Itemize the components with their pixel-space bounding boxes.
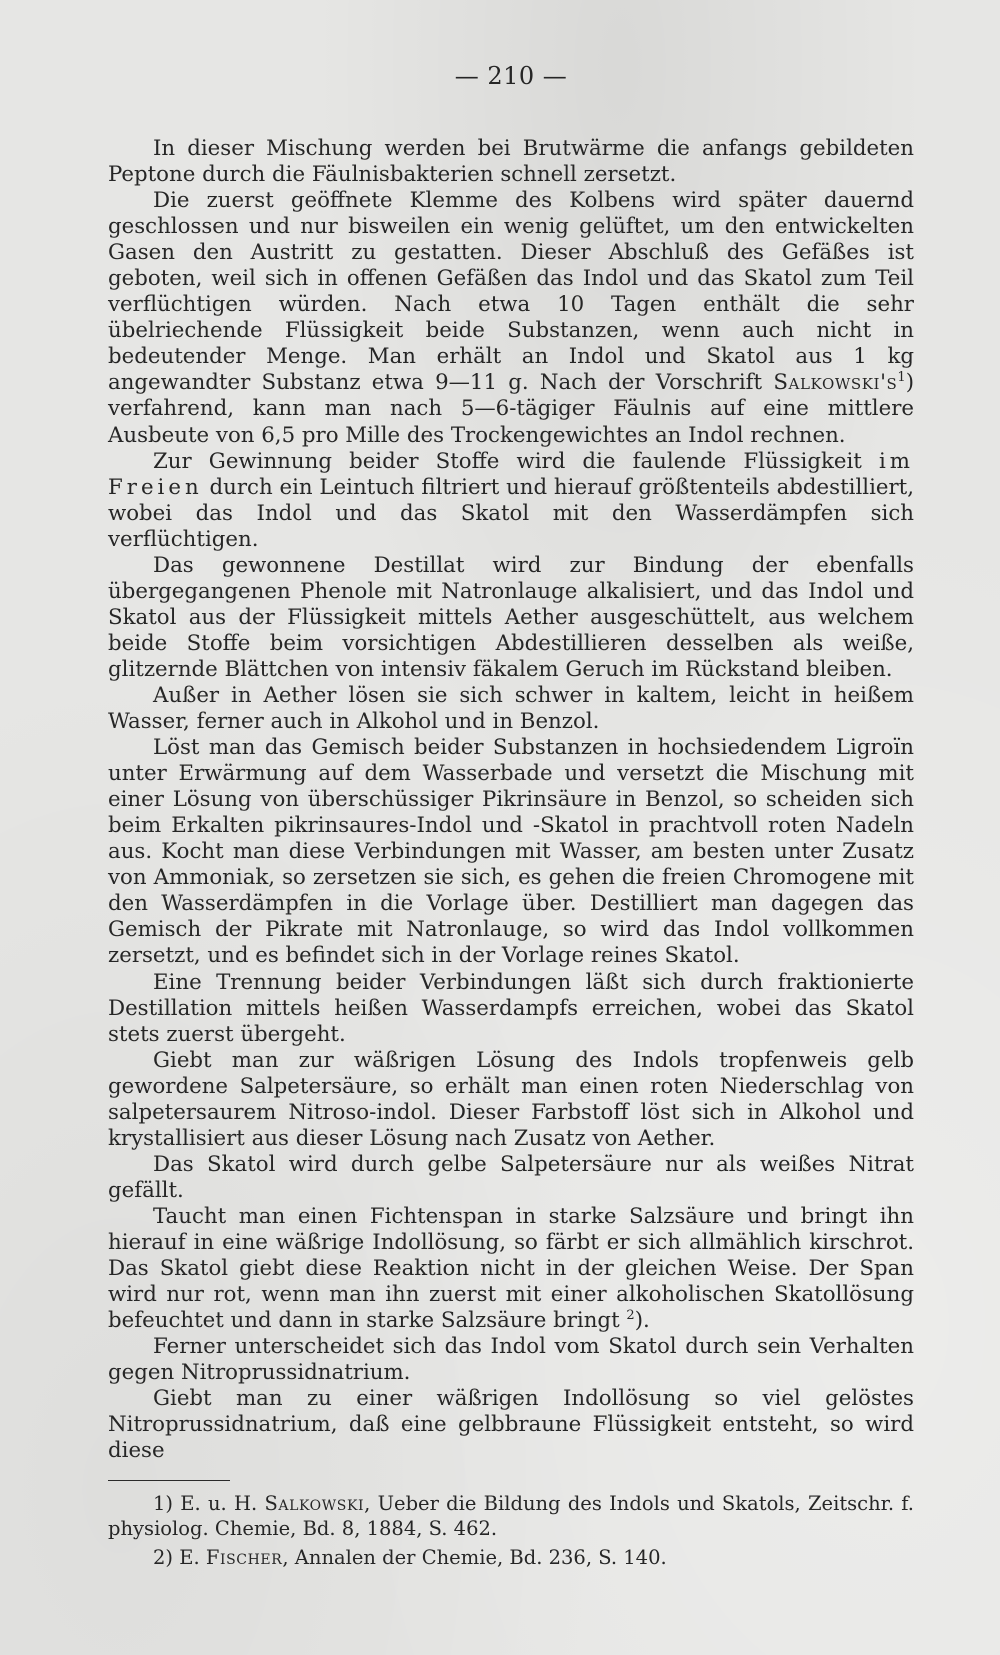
paragraph: Giebt man zu einer wäßrigen Indollösung so viel gelöstes Nitroprussidnatrium, daß eine gelbbraune Flüssigkeit entsteht, so wird diese bbox=[108, 1386, 914, 1464]
paragraph: Die zuerst geöffnete Klemme des Kolbens wird später dauernd geschlossen und nur bisweilen ein wenig gelüftet, um den entwickelten Gasen den Austritt zu gestatten. Dieser Abschluß des Gefäßes ist geboten, weil sich in offenen Gefäßen das Indol und das Skatol zum Teil verflüchtigen würden. Nach etwa 10 Tagen enthält die sehr übelriechende Flüssigkeit beide Substanzen, wenn auch nicht in bedeutender Menge. Man erhält an Indol und Skatol aus 1 kg angewandter Substanz etwa 9—11 g. Nach der Vorschrift $Salkowski's^1$) verfahrend, kann man nach 5—6-tägiger Fäulnis auf eine mittlere Ausbeute von 6,5 pro Mille des Trockengewichtes an Indol rechnen. bbox=[108, 188, 914, 448]
paragraph: Ferner unterscheidet sich das Indol vom Skatol durch sein Verhalten gegen Nitroprussidnatrium. bbox=[108, 1334, 914, 1386]
emphasis-text: Freien bbox=[108, 474, 203, 500]
author-name: Salkowski bbox=[264, 1492, 365, 1516]
emphasis-text: im bbox=[878, 448, 914, 474]
author-name: Fischer bbox=[205, 1546, 283, 1570]
body-text bbox=[108, 136, 914, 1464]
paragraph: Eine Trennung beider Verbindungen läßt sich durch fraktionierte Destillation mittels heißen Wasserdampfs erreichen, wobei das Skatol stets zuerst übergeht. bbox=[108, 969, 914, 1047]
footnotes bbox=[108, 1491, 914, 1570]
paragraph: Das Skatol wird durch gelbe Salpetersäure nur als weißes Nitrat gefällt. bbox=[108, 1151, 914, 1203]
footnote-ref: 1 bbox=[897, 370, 906, 386]
paragraph: Löst man das Gemisch beider Substanzen in hochsiedendem Ligroïn unter Erwärmung auf dem Wasserbade und versetzt die Mischung mit einer Lösung von überschüssiger Pikrinsäure in Benzol, so scheiden sich beim Erkalten pikrinsaures-Indol und -Skatol in prachtvoll roten Nadeln aus. Kocht man diese Verbindungen mit Wasser, am besten unter Zusatz von Ammoniak, so zersetzen sie sich, es gehen die freien Chromogene mit den Wasserdämpfen in die Vorlage über. Destilliert man dagegen das Gemisch der Pikrate mit Natronlauge, so wird das Indol vollkommen zersetzt, und es befindet sich in der Vorlage reines Skatol. bbox=[108, 735, 914, 969]
book-page bbox=[108, 58, 914, 1570]
page-number: — 210 — bbox=[454, 62, 568, 90]
footnote: 2) E. Fischer, Annalen der Chemie, Bd. 236, S. 140. bbox=[153, 1546, 667, 1570]
footnote: 1) E. u. H. Salkowski, Ueber die Bildung des Indols und Skatols, Zeitschr. f. physiolog. Chemie, Bd. 8, 1884, S. 462. bbox=[108, 1492, 915, 1541]
paragraph: Zur Gewinnung beider Stoffe wird die faulende Flüssigkeit im Freien durch ein Leintuch filtriert und hierauf größtenteils abdestilliert, wobei das Indol und das Skatol mit den Wasserdämpfen sich verflüchtigen. bbox=[108, 448, 914, 552]
paragraph: Taucht man einen Fichtenspan in starke Salzsäure und bringt ihn hierauf in eine wäßrige Indollösung, so färbt er sich allmählich kirschrot. Das Skatol giebt diese Reaktion nicht in der gleichen Weise. Der Span wird nur rot, wenn man ihn zuerst mit einer alkoholischen Skatollösung befeuchtet und dann in starke Salzsäure bringt $^2$). bbox=[108, 1203, 914, 1334]
paragraph: In dieser Mischung werden bei Brutwärme die anfangs gebildeten Peptone durch die Fäulnisbakterien schnell zersetzt. bbox=[108, 136, 914, 188]
paragraph: Das gewonnene Destillat wird zur Bindung der ebenfalls übergegangenen Phenole mit Natronlauge alkalisiert, und das Indol und Skatol aus der Flüssigkeit mittels Aether ausgeschüttelt, aus welchem beide Stoffe beim vorsichtigen Abdestillieren desselben als weiße, glitzernde Blättchen von intensiv fäkalem Geruch im Rückstand bleiben. bbox=[108, 552, 914, 682]
footnote-divider bbox=[108, 1480, 230, 1481]
author-name: Salkowski's bbox=[773, 370, 898, 396]
paragraph: Außer in Aether lösen sie sich schwer in kaltem, leicht in heißem Wasser, ferner auch in Alkohol und in Benzol. bbox=[108, 682, 914, 735]
footnote-ref: 2 bbox=[626, 1308, 635, 1324]
paragraph: Giebt man zur wäßrigen Lösung des Indols tropfenweis gelb gewordene Salpetersäure, so erhält man einen roten Niederschlag von salpetersaurem Nitroso-indol. Dieser Farbstoff löst sich in Alkohol und krystallisiert aus dieser Lösung nach Zusatz von Aether. bbox=[108, 1047, 914, 1151]
